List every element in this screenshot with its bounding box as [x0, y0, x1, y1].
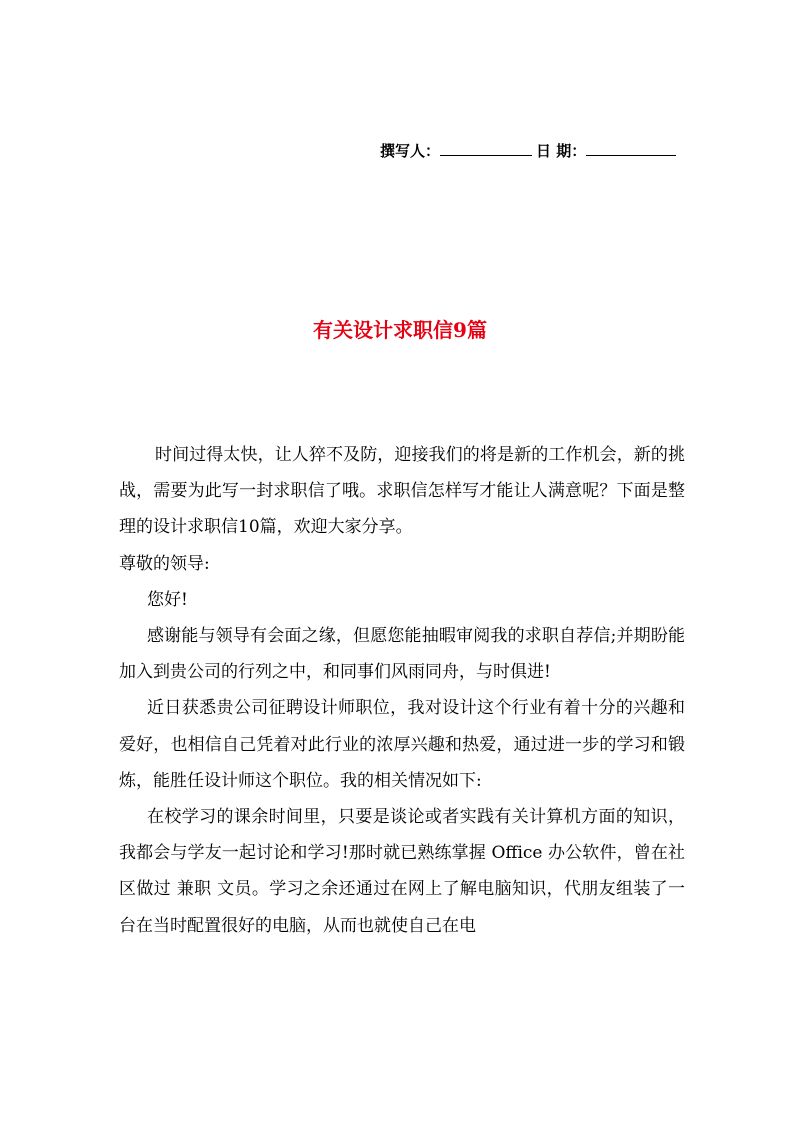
body-paragraph-2: 近日获悉贵公司征聘设计师职位，我对设计这个行业有着十分的兴趣和爱好，也相信自己凭着对此行业的浓厚兴趣和热爱，通过进一步的学习和锻炼，能胜任设计师这个职位。我的相关情况如下: [119, 698, 685, 791]
author-blank [440, 141, 532, 156]
document-title: 有关设计求职信9篇 [313, 318, 487, 342]
author-date-line [380, 140, 700, 161]
document-body [119, 437, 685, 944]
salutation: 尊敬的领导: [119, 553, 210, 574]
greeting: 您好! [147, 589, 188, 610]
date-blank [586, 141, 676, 156]
author-label: 撰写人： [380, 142, 441, 160]
intro-paragraph: 时间过得太快，让人猝不及防，迎接我们的将是新的工作机会，新的挑战，需要为此写一封求职信了哦。求职信怎样写才能让人满意呢？下面是整理的设计求职信10篇，欢迎大家分享。 [119, 445, 685, 538]
body-paragraph-1: 感谢能与领导有会面之缘，但愿您能抽暇审阅我的求职自荐信;并期盼能加入到贵公司的行列之中，和同事们风雨同舟，与时俱进! [119, 626, 685, 683]
body-paragraph-3: 在校学习的课余时间里，只要是谈论或者实践有关计算机方面的知识，我都会与学友一起讨论和学习!那时就已熟练掌握 Office 办公软件，曾在社区做过 兼职 文员。学习之余还通过在网上了解电脑知识，代朋友组装了一台在当时配置很好的电脑，从而也就使自己在电 [119, 807, 685, 936]
date-label: 日 期： [536, 142, 587, 160]
